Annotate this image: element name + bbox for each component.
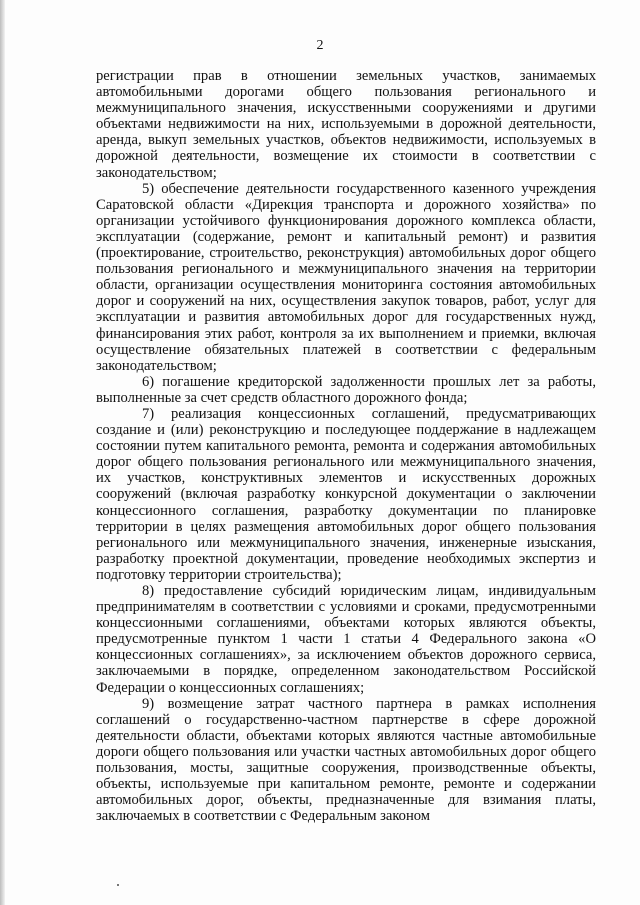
paragraph-item-7: 7) реализация концессионных соглашений, предусматривающих создание и (или) реконструкцию и последующее поддержание в надлежащем состоянии путем капитального ремонта, ремонта и содержания автомобильных дорог общего пользования регионального или межмуниципального значения, их участков, конструктивных элементов и искусственных дорожных сооружений (включая разработку конкурсной документации о заключении концессионного соглашения, разработку документации по планировке территории в целях размещения автомобильных дорог общего пользования регионального или межмуниципального значения, инженерные изыскания, разработку проектной документации, проведение необходимых экспертиз и подготовку территории строительства); <box>96 405 596 583</box>
page-number: 2 <box>316 38 324 53</box>
scan-speck <box>117 884 119 886</box>
paragraph-item-5: 5) обеспечение деятельности государственного казенного учреждения Саратовской области «Дирекция транспорта и дорожного хозяйства» по организации устойчивого функционирования дорожного комплекса области, эксплуатации (содержание, ремонт и капитальный ремонт) и развития (проектирование, строительство, реконструкция) автомобильных дорог общего пользования регионального и межмуниципального значения на территории области, организации осуществления мониторинга состояния автомобильных дорог и сооружений на них, осуществления закупок товаров, работ, услуг для эксплуатации и развития автомобильных дорог для государственных нужд, финансирования этих работ, контроля за их выполнением и приемки, включая осуществление обязательных платежей в соответствии с федеральным законодательством; <box>96 180 596 374</box>
paragraph-item-8: 8) предоставление субсидий юридическим лицам, индивидуальным предпринимателям в соответствии с условиями и сроками, предусмотренными концессионными соглашениями, объектами которых являются объекты, предусмотренные пунктом 1 части 1 статьи 4 Федерального закона «О концессионных соглашениях», за исключением объектов дорожного сервиса, заключаемыми в порядке, определенном законодательством Российской Федерации о концессионных соглашениях; <box>96 583 596 696</box>
paragraph-continuation: регистрации прав в отношении земельных участков, занимаемых автомобильными дорогами общего пользования регионального и межмуниципального значения, искусственными сооружениями и другими объектами недвижимости на них, используемыми в дорожной деятельности, аренда, выкуп земельных участков, объектов недвижимости, используемых в дорожной деятельности, возмещение их стоимости в соответствии с законодательством; <box>96 68 596 181</box>
paragraph-item-9: 9) возмещение затрат частного партнера в рамках исполнения соглашений о государственно-частном партнерстве в сфере дорожной деятельности области, объектами которых являются частные автомобильные дороги общего пользования или участки частных автомобильных дорог общего пользования, мосты, защитные сооружения, производственные объекты, объекты, используемые при капитальном ремонте, ремонте и содержании автомобильных дорог, объекты, предназначенные для взимания платы, заключаемых в соответствии с Федеральным законом <box>96 695 596 825</box>
scan-edge <box>0 0 5 905</box>
paragraph-item-6: 6) погашение кредиторской задолженности прошлых лет за работы, выполненные за счет средств областного дорожного фонда; <box>96 373 596 406</box>
document-body <box>96 68 596 824</box>
